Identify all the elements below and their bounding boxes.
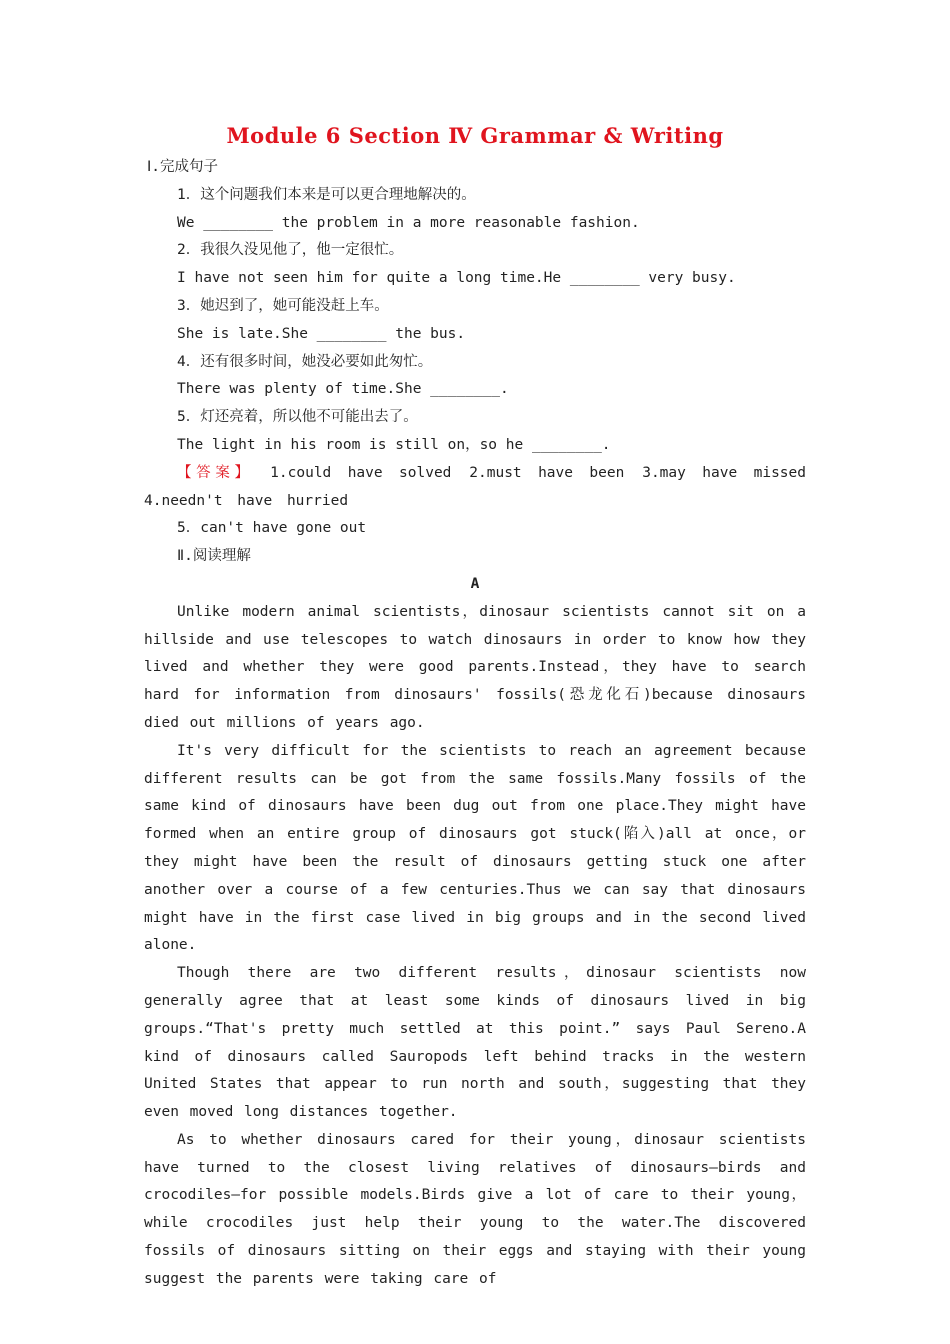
question-en: The light in his room is still on，so he ________. [177, 436, 611, 453]
document-page [144, 118, 806, 1294]
answer-text: 1.could have solved 2.must have been 3.may have missed 4.needn't have hurried [144, 464, 806, 509]
passage-paragraph: As to whether dinosaurs cared for their young，dinosaur scientists have turned to the closest living relatives of dinosaurs—birds and crocodiles—for possible models.Birds give a lot of care to their young，while crocodiles just help their young to the water.The discovered fossils of dinosaurs sitting on their eggs and staying with their young suggest the parents were taking care of [144, 1131, 806, 1287]
question-en: She is late.She ________ the bus. [177, 325, 466, 342]
question-cn: 3．她迟到了，她可能没赶上车。 [177, 297, 389, 314]
question-en: We ________ the problem in a more reasonable fashion. [177, 214, 640, 231]
passage-paragraph: Though there are two different results，dinosaur scientists now generally agree that at least some kinds of dinosaurs lived in big groups.“That's pretty much settled at this point.” says Paul Sereno.A kind of dinosaurs called Sauropods left behind tracks in the western United States that appear to run north and south，suggesting that they even moved long distances together. [144, 965, 806, 1121]
question-en: There was plenty of time.She ________. [177, 381, 509, 398]
question-cn: 4．还有很多时间，她没必要如此匆忙。 [177, 353, 433, 370]
question-cn: 5．灯还亮着，所以他不可能出去了。 [177, 409, 418, 426]
question-cn: 1．这个问题我们本来是可以更合理地解决的。 [177, 186, 476, 203]
answer-block [144, 460, 806, 516]
section-heading: Ⅰ.完成句子 [147, 159, 219, 175]
answer-last: 5．can't have gone out [177, 520, 367, 537]
section-heading: Ⅱ.阅读理解 [177, 548, 251, 565]
passage-paragraph: Unlike modern animal scientists，dinosaur scientists cannot sit on a hillside and use telescopes to watch dinosaurs in order to know how they lived and whether they were good parents.Instead，they have to search hard for information from dinosaurs' fossils(恐龙化石)because dinosaurs died out millions of years ago. [144, 603, 806, 731]
page-title: Module 6 Section Ⅳ Grammar & Writing [226, 123, 724, 148]
question-cn: 2．我很久没见他了，他一定很忙。 [177, 242, 404, 259]
section-completion [144, 154, 806, 543]
answer-tag: 【答案】 [177, 464, 254, 481]
passage-paragraph: It's very difficult for the scientists to reach an agreement because different results can be got from the same fossils.Many fossils of the same kind of dinosaurs have been dug out from one place.They might have formed when an entire group of dinosaurs got stuck(陷入)all at once，or they might have been the result of dinosaurs getting stuck one after another over a course of a few centuries.Thus we can say that dinosaurs might have in the first case lived in big groups and in the second lived alone. [144, 742, 806, 954]
section-reading [144, 543, 806, 1294]
question-en: I have not seen him for quite a long time.He ________ very busy. [177, 270, 736, 287]
passage-label: A [470, 575, 480, 592]
